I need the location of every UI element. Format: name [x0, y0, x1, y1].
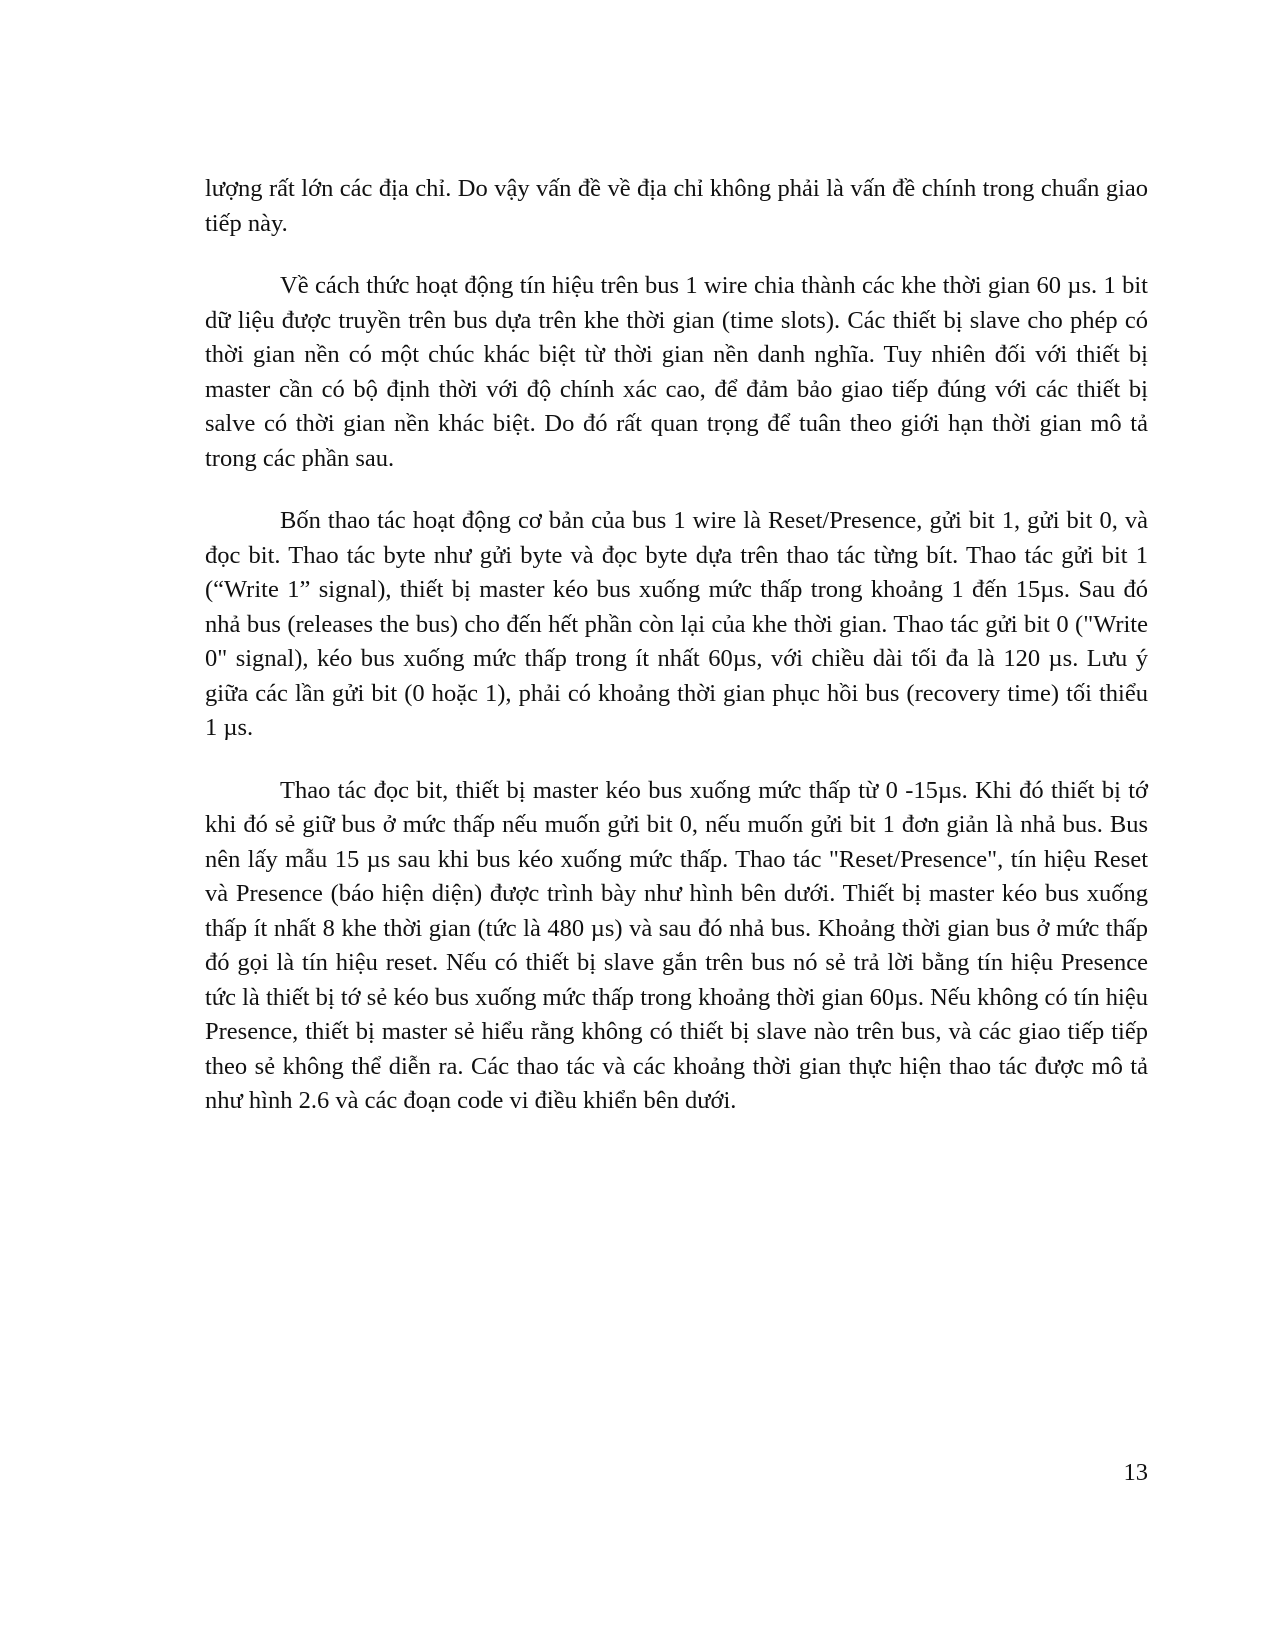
- paragraph-continuation: lượng rất lớn các địa chỉ. Do vậy vấn đề về địa chỉ không phải là vấn đề chính trong chuẩn giao tiếp này.: [205, 175, 1148, 237]
- page-number: 13: [1123, 1459, 1148, 1486]
- page-body: [205, 172, 1148, 1147]
- paragraph-read-bit-reset-presence: Thao tác đọc bit, thiết bị master kéo bus xuống mức thấp từ 0 -15µs. Khi đó thiết bị tớ khi đó sẻ giữ bus ở mức thấp nếu muốn gửi bit 0, nếu muốn gửi bit 1 đơn giản là nhả bus. Bus nên lấy mẫu 15 µs sau khi bus kéo xuống mức thấp. Thao tác "Reset/Presence", tín hiệu Reset và Presence (báo hiện diện) được trình bày như hình bên dưới. Thiết bị master kéo bus xuống thấp ít nhất 8 khe thời gian (tức là 480 µs) và sau đó nhả bus. Khoảng thời gian bus ở mức thấp đó gọi là tín hiệu reset. Nếu có thiết bị slave gắn trên bus nó sẻ trả lời bằng tín hiệu Presence tức là thiết bị tớ sẻ kéo bus xuống mức thấp trong khoảng thời gian 60µs. Nếu không có tín hiệu Presence, thiết bị master sẻ hiểu rằng không có thiết bị slave nào trên bus, và các giao tiếp tiếp theo sẻ không thể diễn ra. Các thao tác và các khoảng thời gian thực hiện thao tác được mô tả như hình 2.6 và các đoạn code vi điều khiển bên dưới.: [205, 776, 1148, 1114]
- paragraph-time-slots: Về cách thức hoạt động tín hiệu trên bus 1 wire chia thành các khe thời gian 60 µs. 1 bit dữ liệu được truyền trên bus dựa trên khe thời gian (time slots). Các thiết bị slave cho phép có thời gian nền có một chúc khác biệt từ thời gian nền danh nghĩa. Tuy nhiên đối với thiết bị master cần có bộ định thời với độ chính xác cao, để đảm bảo giao tiếp đúng với các thiết bị salve có thời gian nền khác biệt. Do đó rất quan trọng để tuân theo giới hạn thời gian mô tả trong các phần sau.: [205, 272, 1148, 472]
- paragraph-basic-operations: Bốn thao tác hoạt động cơ bản của bus 1 wire là Reset/Presence, gửi bit 1, gửi bit 0, và đọc bit. Thao tác byte như gửi byte và đọc byte dựa trên thao tác từng bít. Thao tác gửi bit 1 (“Write 1” signal), thiết bị master kéo bus xuống mức thấp trong khoảng 1 đến 15µs. Sau đó nhả bus (releases the bus) cho đến hết phần còn lại của khe thời gian. Thao tác gửi bit 0 ("Write 0" signal), kéo bus xuống mức thấp trong ít nhất 60µs, với chiều dài tối đa là 120 µs. Lưu ý giữa các lần gửi bit (0 hoặc 1), phải có khoảng thời gian phục hồi bus (recovery time) tối thiểu 1 µs.: [205, 507, 1148, 741]
